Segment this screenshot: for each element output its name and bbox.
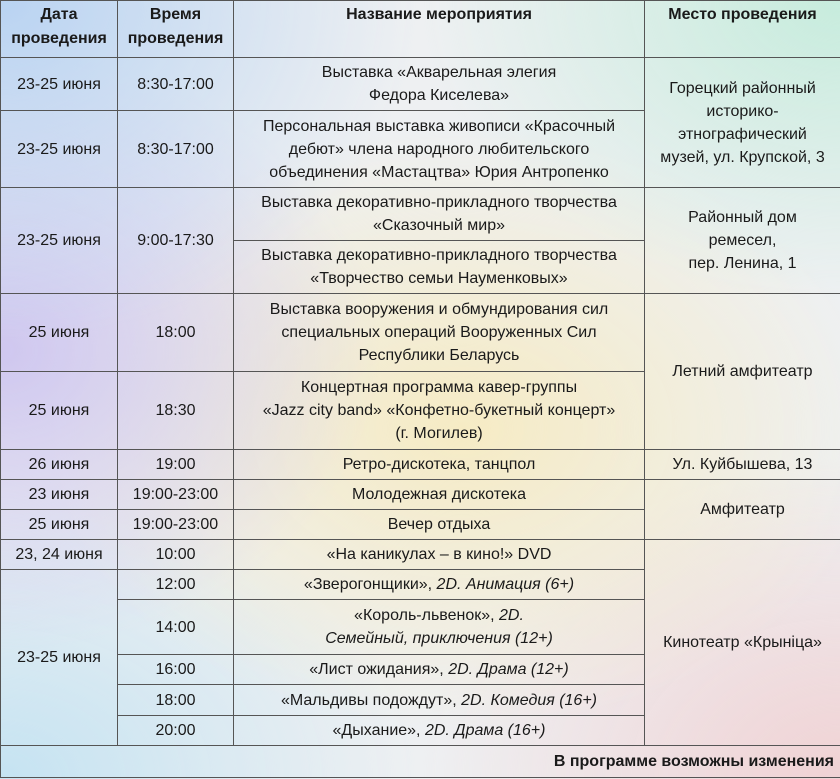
time-cell: 18:00 — [118, 294, 234, 372]
event-cell: Концертная программа кавер-группы «Jazz city band» «Конфетно-букетный концерт» (г. Могилев) — [234, 372, 645, 450]
table-row — [1, 540, 840, 570]
header-time: Время проведения — [118, 1, 234, 58]
event-cell: «Дыхание», 2D. Драма (16+) — [234, 716, 645, 746]
time-cell: 18:00 — [118, 685, 234, 716]
event-cell: Ретро-дискотека, танцпол — [234, 450, 645, 480]
event-cell: Выставка вооружения и обмундирования сил специальных операций Вооруженных Сил Республики Беларусь — [234, 294, 645, 372]
event-cell: «Мальдивы подождут», 2D. Комедия (16+) — [234, 685, 645, 716]
time-cell: 8:30-17:00 — [118, 111, 234, 188]
table-row — [1, 450, 840, 480]
date-cell: 23-25 июня — [1, 570, 118, 746]
event-cell: «Лист ожидания», 2D. Драма (12+) — [234, 655, 645, 685]
date-cell: 23, 24 июня — [1, 540, 118, 570]
table-row — [1, 58, 840, 111]
event-cell: Молодежная дискотека — [234, 480, 645, 510]
time-cell: 19:00 — [118, 450, 234, 480]
time-cell: 16:00 — [118, 655, 234, 685]
date-cell: 23-25 июня — [1, 111, 118, 188]
event-cell: Выставка декоративно-прикладного творчества «Сказочный мир» — [234, 188, 645, 241]
time-cell: 18:30 — [118, 372, 234, 450]
time-cell: 9:00-17:30 — [118, 188, 234, 294]
date-cell: 25 июня — [1, 372, 118, 450]
time-cell: 19:00-23:00 — [118, 510, 234, 540]
date-cell: 23 июня — [1, 480, 118, 510]
header-date: Дата проведения — [1, 1, 118, 58]
table-row — [1, 480, 840, 510]
event-cell: «На каникулах – в кино!» DVD — [234, 540, 645, 570]
event-cell: Выставка «Акварельная элегия Федора Киселева» — [234, 58, 645, 111]
event-cell: Вечер отдыха — [234, 510, 645, 540]
header-row — [1, 1, 840, 58]
place-cell-crafts: Районный дом ремесел, пер. Ленина, 1 — [645, 188, 840, 294]
footer-row — [1, 746, 840, 778]
event-cell: Выставка декоративно-прикладного творчества «Творчество семьи Науменковых» — [234, 241, 645, 294]
date-cell: 25 июня — [1, 294, 118, 372]
event-cell: «Король-львенок», 2D. Семейный, приключения (12+) — [234, 600, 645, 655]
time-cell: 19:00-23:00 — [118, 480, 234, 510]
time-cell: 14:00 — [118, 600, 234, 655]
date-cell: 23-25 июня — [1, 188, 118, 294]
header-event: Название мероприятия — [234, 1, 645, 58]
place-cell-cinema: Кинотеатр «Крыніца» — [645, 540, 840, 746]
time-cell: 20:00 — [118, 716, 234, 746]
header-place: Место проведения — [645, 1, 840, 58]
date-cell: 23-25 июня — [1, 58, 118, 111]
time-cell: 8:30-17:00 — [118, 58, 234, 111]
event-cell: «Зверогонщики», 2D. Анимация (6+) — [234, 570, 645, 600]
event-cell: Персональная выставка живописи «Красочный дебют» члена народного любительского объединения «Мастацтва» Юрия Антропенко — [234, 111, 645, 188]
place-cell-amph: Амфитеатр — [645, 480, 840, 540]
time-cell: 10:00 — [118, 540, 234, 570]
time-cell: 12:00 — [118, 570, 234, 600]
place-cell-museum: Горецкий районный историко- этнографический музей, ул. Крупской, 3 — [645, 58, 840, 188]
date-cell: 25 июня — [1, 510, 118, 540]
table-row — [1, 188, 840, 241]
table-row — [1, 294, 840, 372]
place-cell-kuibyshev: Ул. Куйбышева, 13 — [645, 450, 840, 480]
footer-note: В программе возможны изменения — [1, 746, 840, 778]
place-cell-summer-amph: Летний амфитеатр — [645, 294, 840, 450]
date-cell: 26 июня — [1, 450, 118, 480]
